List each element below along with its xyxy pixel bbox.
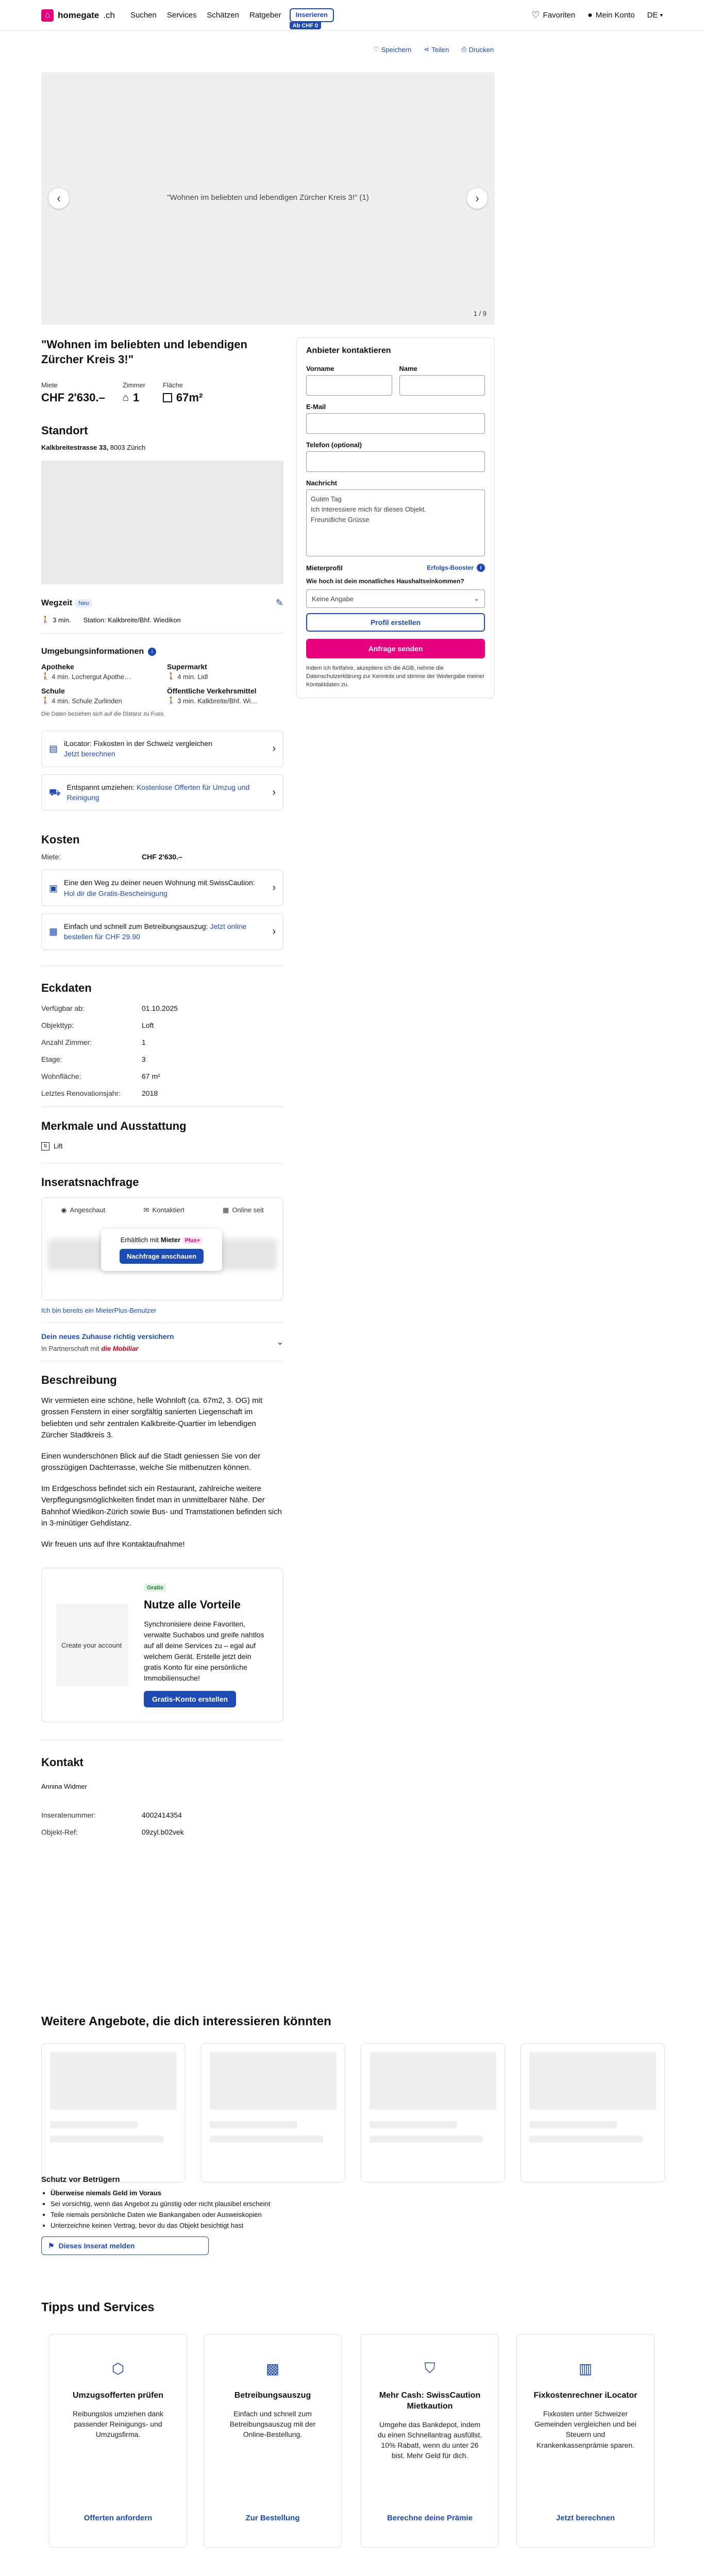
offer-card-placeholder[interactable] — [201, 2043, 345, 2182]
report-listing-button[interactable]: ⚑ Dieses Inserat melden — [41, 2236, 209, 2255]
map[interactable] — [41, 461, 283, 584]
success-booster-badge: Erfolgs-Booster i — [427, 564, 485, 572]
info-icon[interactable]: i — [477, 564, 485, 572]
top-header — [0, 0, 704, 31]
commute-row: 🚶 3 min. Station: Kalkbreite/Bhf. Wiedikon — [41, 616, 181, 624]
mieterplus-login-link[interactable]: Ich bin bereits ein MieterPlus-Benutzer — [41, 1306, 157, 1314]
listing-main — [41, 337, 283, 1845]
calendar-icon: ▦ — [223, 1206, 229, 1214]
details-heading: Eckdaten — [41, 981, 92, 994]
poi-school: Schule 🚶 4 min. Schule Zurlinden — [41, 687, 122, 705]
income-question: Wie hoch ist dein monatliches Haushaltseinkommen? — [306, 578, 464, 585]
more-offers-heading: Weitere Angebote, die dich interessieren könnten — [41, 2014, 331, 2028]
chevron-right-icon: › — [272, 882, 276, 894]
last-name-field[interactable] — [399, 375, 485, 396]
share-button[interactable]: ⋖ Teilen — [424, 45, 449, 54]
plus-badge: Plus+ — [182, 1237, 203, 1244]
surroundings-note: Die Daten beziehen sich auf die Distanz zu Fuss. — [41, 711, 165, 718]
mail-icon: ✉ — [143, 1206, 149, 1214]
poi-pharmacy: Apotheke 🚶 4 min. Lochergut Apothe… — [41, 663, 131, 681]
save-button[interactable]: ♡ Speichern — [373, 45, 412, 54]
offer-card-placeholder[interactable] — [41, 2043, 186, 2182]
tab-contacted[interactable]: ✉ Kontaktiert — [143, 1206, 185, 1214]
favorites-link[interactable]: ♡ Favoriten — [531, 10, 576, 20]
image-gallery[interactable] — [41, 72, 495, 325]
promo-text: Synchronisiere deine Favoriten, verwalte Suchabos und greife nahtlos auf all deine Services zu – egal auf welchem Gerät. Erstelle jetzt dein gratis Konto für eine persönliche Immobiliensuche! — [144, 1620, 264, 1683]
poi-public-transport: Öffentliche Verkehrsmittel 🚶 3 min. Kalkbreite/Bhf. Wi… — [167, 687, 258, 705]
detail-row: Objekttyp: Loft — [41, 1021, 154, 1029]
contact-form-title: Anbieter kontaktieren — [306, 346, 391, 355]
fraud-protection — [41, 2175, 278, 2255]
listing-title: "Wohnen im beliebten und lebendigen Zürcher Kreis 3!" — [41, 338, 247, 366]
first-name-label: Vorname — [306, 365, 334, 372]
phone-field[interactable] — [306, 451, 485, 472]
promo-heading: Nutze alle Vorteile — [144, 1598, 241, 1612]
view-demand-button[interactable]: Nachfrage anschauen — [120, 1249, 204, 1264]
costs-heading: Kosten — [41, 833, 80, 846]
tip-link[interactable]: Zur Bestellung — [245, 2514, 300, 2522]
phone-label: Telefon (optional) — [306, 441, 362, 449]
demand-popup: Erhältlich mit Mieter Plus+ Nachfrage anschauen — [101, 1229, 222, 1271]
share-icon: ⋖ — [424, 45, 430, 53]
info-icon[interactable]: i — [148, 648, 156, 656]
tab-online-since[interactable]: ▦ Online seit — [223, 1206, 264, 1214]
income-select[interactable]: Keine Angabe ⌄ — [306, 589, 485, 608]
commute-heading: Wegzeit — [41, 598, 73, 607]
swisscaution-card[interactable]: ▣ Eine den Weg zu deiner neuen Wohnung mit SwissCaution: Hol dir die Gratis-Bescheinigung › — [41, 870, 283, 906]
area-icon — [163, 393, 172, 402]
contact-form — [296, 337, 495, 698]
document-icon: ▦ — [49, 926, 58, 937]
gallery-image-alt: "Wohnen im beliebten und lebendigen Zürcher Kreis 3!" (1) — [167, 193, 369, 202]
gallery-next-button[interactable] — [467, 188, 488, 209]
chevron-right-icon: › — [475, 192, 479, 205]
heart-icon: ♡ — [373, 45, 379, 53]
fraud-tip: • Teile niemals persönliche Daten wie Bankangaben oder Ausweiskopien — [51, 2211, 278, 2218]
calculator-icon: ▤ — [49, 743, 58, 754]
last-name-label: Name — [399, 365, 417, 372]
elevator-icon: ⇅ — [41, 1142, 49, 1150]
fraud-tip: • Sei vorsichtig, wenn das Angebot zu günstig oder nicht plausibel erscheint — [51, 2200, 278, 2208]
message-field[interactable]: Guten Tag Ich interessiere mich für dieses Objekt. Freundliche Grüsse — [306, 489, 485, 556]
detail-row: Verfügbar ab: 01.10.2025 — [41, 1004, 178, 1012]
chevron-right-icon: › — [272, 925, 276, 937]
first-name-field[interactable] — [306, 375, 392, 396]
demand-box — [41, 1197, 283, 1300]
chevron-down-icon: ⌄ — [276, 1338, 283, 1347]
detail-row: Letztes Renovationsjahr: 2018 — [41, 1089, 158, 1097]
gallery-counter: 1 / 9 — [473, 310, 487, 317]
contact-name: Annina Widmer — [41, 1783, 87, 1791]
nav-suchen[interactable]: Suchen — [130, 11, 157, 20]
create-account-button[interactable]: Gratis-Konto erstellen — [144, 1691, 236, 1707]
walking-icon: 🚶 — [41, 672, 50, 681]
insurance-row[interactable]: Dein neues Zuhause richtig versichern In Partnerschaft mit die Mobiliar ⌄ — [41, 1332, 283, 1352]
email-label: E-Mail — [306, 403, 326, 411]
fraud-tip: • Überweise niemals Geld im Voraus — [51, 2189, 278, 2197]
printer-icon: ⎙ — [461, 45, 467, 53]
walking-icon: 🚶 — [41, 697, 50, 705]
detail-row: Wohnfläche: 67 m² — [41, 1072, 160, 1080]
location-heading: Standort — [41, 424, 88, 437]
homegate-logo[interactable]: ⌂ homegate .ch — [41, 9, 115, 22]
user-icon: ● — [588, 10, 593, 20]
heart-icon: ♡ — [531, 10, 540, 20]
features-heading: Merkmale und Ausstattung — [41, 1119, 187, 1132]
new-badge: Neu — [75, 599, 92, 607]
walking-icon: 🚶 — [41, 616, 50, 624]
surroundings-heading: Umgebungsinformationen — [41, 647, 144, 656]
debt-extract-card[interactable]: ▦ Einfach und schnell zum Betreibungsauszug: Jetzt online bestellen für CHF 29.90 › — [41, 913, 283, 950]
free-badge: Gratis — [144, 1584, 166, 1592]
rent-value: CHF 2'630.– — [41, 391, 105, 404]
detail-row: Anzahl Zimmer: 1 — [41, 1038, 146, 1046]
tab-viewed[interactable]: ◉ Angeschaut — [61, 1206, 106, 1214]
fraud-heading: Schutz vor Betrügern — [41, 2175, 120, 2184]
email-field[interactable] — [306, 413, 485, 434]
language-select[interactable]: DE ▾ — [647, 11, 663, 20]
offer-card-placeholder[interactable] — [521, 2043, 665, 2182]
locator-card[interactable]: ▤ iLocator: Fixkosten in der Schweiz vergleichen Jetzt berechnen › — [41, 731, 283, 767]
tip-card-ilocator: ▥ Fixkostenrechner iLocator Fixkosten unter Schweizer Gemeinden vergleichen und bei Steuern und Krankenkassenprämie sparen. Jetzt berechnen — [516, 2334, 655, 2548]
account-link[interactable]: ● Mein Konto — [588, 10, 635, 20]
account-promo — [41, 1568, 283, 1722]
mobiliar-logo: die Mobiliar — [101, 1344, 139, 1352]
tip-link[interactable]: Jetzt berechnen — [556, 2514, 615, 2522]
tip-card-swisscaution: ⛉ Mehr Cash: SwissCaution Mietkaution Umgehe das Bankdepot, indem du einen Schnellantrag ausfüllst. 10% Rabatt, wenn du unter 26 bist. Mehr Geld für dich. Berechne deine Prämie — [361, 2334, 499, 2548]
homegate-logo-icon: ⌂ — [41, 9, 54, 22]
eye-icon: ◉ — [61, 1206, 67, 1214]
create-profile-button[interactable]: Profil erstellen — [306, 613, 485, 632]
costs-rent-row: Miete: CHF 2'630.– — [41, 853, 182, 861]
nav-services[interactable]: Services — [166, 11, 197, 20]
message-label: Nachricht — [306, 479, 337, 487]
demand-heading: Inseratsnachfrage — [41, 1175, 139, 1189]
description-paragraph: Einen wunderschönen Blick auf die Stadt geniessen Sie von der grosszügigen Dachterrasse, welche Sie mitbenutzen können. — [41, 1451, 261, 1472]
chevron-right-icon: › — [272, 742, 276, 754]
feature-lift: ⇅ Lift — [41, 1142, 283, 1150]
truck-icon: ⛟ — [49, 787, 61, 798]
gallery-prev-button[interactable] — [48, 188, 69, 209]
address: Kalkbreitestrasse 33, 8003 Zürich — [41, 444, 146, 452]
walking-icon: 🚶 — [167, 672, 176, 681]
description-heading: Beschreibung — [41, 1373, 117, 1386]
house-icon: ⌂ — [122, 392, 129, 403]
listing-actions — [0, 31, 704, 61]
description-paragraph: Wir vermieten eine schöne, helle Wohnloft (ca. 67m2, 3. OG) mit grossen Fenstern in einer sorgfältig sanierten Liegenschaft im beliebten und sehr zentralen Kalkbreite-Quartier im lebendigen Zürcher Stadtkreis 3. — [41, 1396, 263, 1440]
chevron-left-icon: ‹ — [57, 192, 61, 205]
object-ref-row: Objekt-Ref: 09zyl.b02vek — [41, 1828, 184, 1837]
poi-supermarket: Supermarkt 🚶 4 min. Lidl — [167, 663, 208, 681]
fraud-tip: • Unterzeichne keinen Vertrag, bevor du das Objekt besichtigt hast — [51, 2222, 278, 2229]
tenant-profile-label: Mieterprofil — [306, 564, 343, 572]
tip-card-moving: ⬡ Umzugsofferten prüfen Reibungslos umziehen dank passender Reinigungs- und Umzugsfirma. Offerten anfordern — [49, 2334, 187, 2548]
print-button[interactable]: ⎙ Drucken — [461, 45, 494, 54]
legal-text: Indem ich fortfahre, akzeptiere ich die AGB, nehme die Datenschutzerklärung zur Kenntnis und stimme der Weitergabe meiner Kontaktdaten zu. — [306, 665, 484, 688]
map-icon: ▥ — [578, 2361, 593, 2377]
nav-schaetzen[interactable]: Schätzen — [207, 11, 239, 20]
walking-icon: 🚶 — [167, 697, 176, 705]
certificate-icon: ▩ — [265, 2361, 280, 2377]
send-request-button[interactable]: Anfrage senden — [306, 639, 485, 658]
key-facts: Miete CHF 2'630.– Zimmer ⌂ 1 Fläche 67m² — [41, 381, 203, 404]
description-paragraph: Im Erdgeschoss befindet sich ein Restaurant, zahlreiche weitere Verpflegungsmöglichkeiten findet man in unmittelbarer Nähe. Der Bahnhof Wiedikon-Zürich sowie Bus- und Tramstationen befinden sich in 3-minütiger Gehdistanz. — [41, 1484, 282, 1528]
listing-number-row: Inseratenummer: 4002414354 — [41, 1811, 182, 1820]
rooms-value: 1 — [132, 391, 140, 404]
details-table — [41, 1004, 283, 1097]
tip-link[interactable]: Berechne deine Prämie — [387, 2514, 473, 2522]
offer-card-placeholder[interactable] — [361, 2043, 505, 2182]
area-value: 67m² — [176, 391, 203, 404]
tip-card-debt-extract: ▩ Betreibungsauszug Einfach und schnell zum Betreibungsauszug mit der Online-Bestellung. Zur Bestellung — [204, 2334, 342, 2548]
insurance-title: Dein neues Zuhause richtig versichern — [41, 1332, 174, 1341]
deposit-icon: ▣ — [49, 883, 58, 893]
contact-heading: Kontakt — [41, 1756, 83, 1769]
chevron-right-icon: › — [272, 786, 276, 798]
moving-card[interactable]: ⛟ Entspannt umziehen: Kostenlose Offerten für Umzug und Reinigung › — [41, 774, 283, 811]
edit-icon[interactable]: ✎ — [275, 598, 283, 608]
surroundings-grid — [41, 663, 283, 705]
flag-icon: ⚑ — [48, 2241, 55, 2250]
tips-heading: Tipps und Services — [41, 2300, 155, 2314]
detail-row: Etage: 3 — [41, 1055, 146, 1063]
box-icon: ⬡ — [111, 2361, 125, 2377]
main-nav — [130, 11, 281, 20]
account-promo-image: Create your account — [56, 1604, 128, 1686]
insert-button[interactable]: Inserieren Ab CHF 0 — [290, 8, 334, 22]
tip-link[interactable]: Offerten anfordern — [83, 2514, 153, 2522]
chevron-down-icon: ▾ — [660, 12, 663, 19]
description-paragraph: Wir freuen uns auf Ihre Kontaktaufnahme! — [41, 1539, 185, 1549]
nav-ratgeber[interactable]: Ratgeber — [249, 11, 281, 20]
shield-icon: ⛉ — [424, 2360, 435, 2376]
chevron-down-icon: ⌄ — [474, 595, 479, 603]
insert-price-badge: Ab CHF 0 — [290, 22, 322, 29]
